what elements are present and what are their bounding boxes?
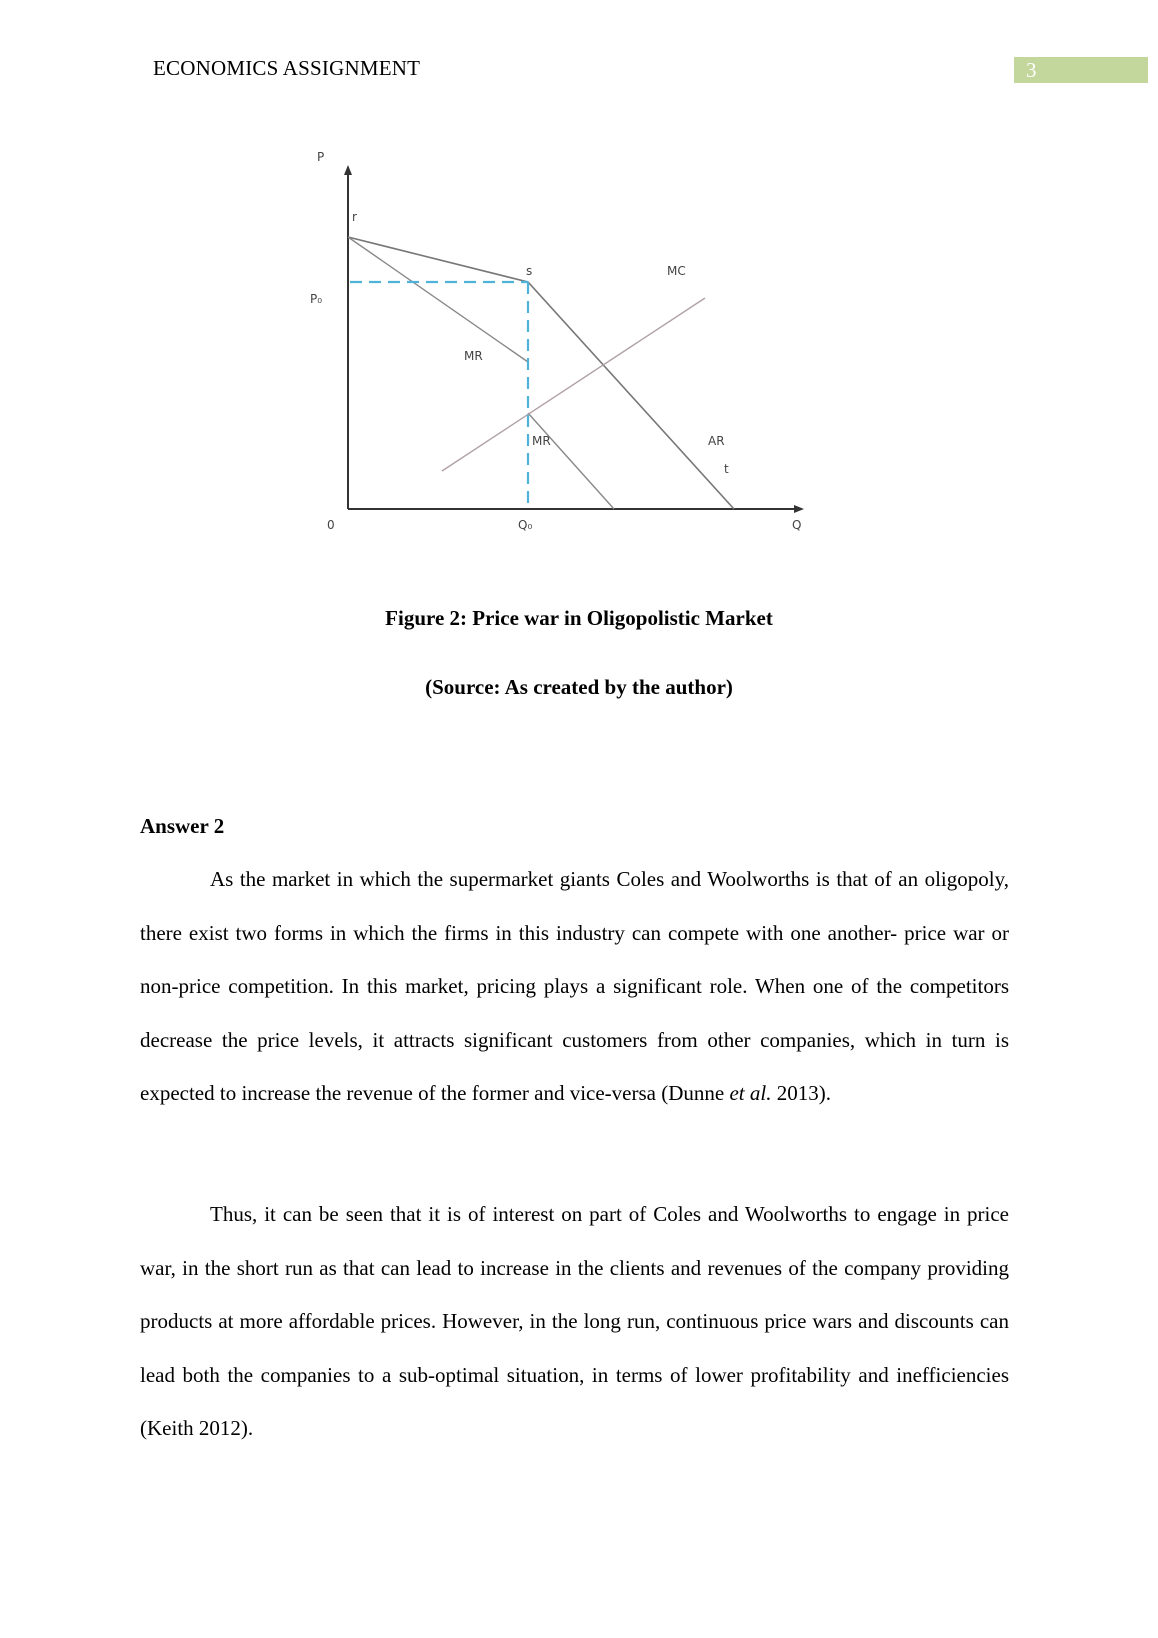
mr-upper-label: MR bbox=[464, 349, 483, 363]
quantity-q0-label: Q₀ bbox=[518, 518, 533, 532]
kinked-demand-figure bbox=[300, 145, 860, 565]
paragraph-1 bbox=[140, 853, 1009, 1121]
point-s-label: s bbox=[526, 264, 533, 278]
paragraph-1-italic: et al. bbox=[729, 1081, 772, 1105]
mr-lower-label: MR bbox=[532, 434, 551, 448]
x-axis-label: Q bbox=[792, 518, 802, 532]
mr-lower-line bbox=[528, 413, 614, 509]
ar-label: AR bbox=[708, 434, 725, 448]
mc-line bbox=[442, 298, 705, 471]
mr-upper-line bbox=[348, 237, 528, 362]
y-axis-arrow bbox=[344, 165, 352, 175]
paragraph-1-end: 2013). bbox=[771, 1081, 831, 1105]
origin-label: 0 bbox=[327, 518, 335, 532]
section-heading: Answer 2 bbox=[140, 814, 225, 838]
paragraph-1-text: As the market in which the supermarket giants Coles and Woolworths is that of an oligopoly, there exist two forms in which the firms in this industry can compete with one another- price war or non-price competition. In this market, pricing plays a significant role. When one of the competitors decrease the price levels, it attracts significant customers from other companies, which in turn is expected to increase the revenue of the former and vice-versa (Dunne bbox=[140, 867, 1009, 1105]
page-number-badge: 3 bbox=[1014, 57, 1148, 83]
point-t-label: t bbox=[724, 462, 729, 476]
point-r-label: r bbox=[352, 210, 357, 224]
figure-source: (Source: As created by the author) bbox=[425, 675, 733, 699]
price-p0-label: P₀ bbox=[310, 292, 323, 306]
y-axis-label: P bbox=[317, 150, 325, 164]
header-title: ECONOMICS ASSIGNMENT bbox=[153, 56, 421, 80]
mc-label: MC bbox=[667, 264, 686, 278]
figure-caption: Figure 2: Price war in Oligopolistic Market bbox=[385, 606, 773, 630]
x-axis-arrow bbox=[794, 505, 804, 513]
paragraph-2: Thus, it can be seen that it is of interest on part of Coles and Woolworths to engage in price war, in the short run as that can lead to increase in the clients and revenues of the company providing products at more affordable prices. However, in the long run, continuous price wars and discounts can lead both the companies to a sub-optimal situation, in terms of lower profitability and inefficiencies (Keith 2012). bbox=[140, 1202, 1009, 1440]
